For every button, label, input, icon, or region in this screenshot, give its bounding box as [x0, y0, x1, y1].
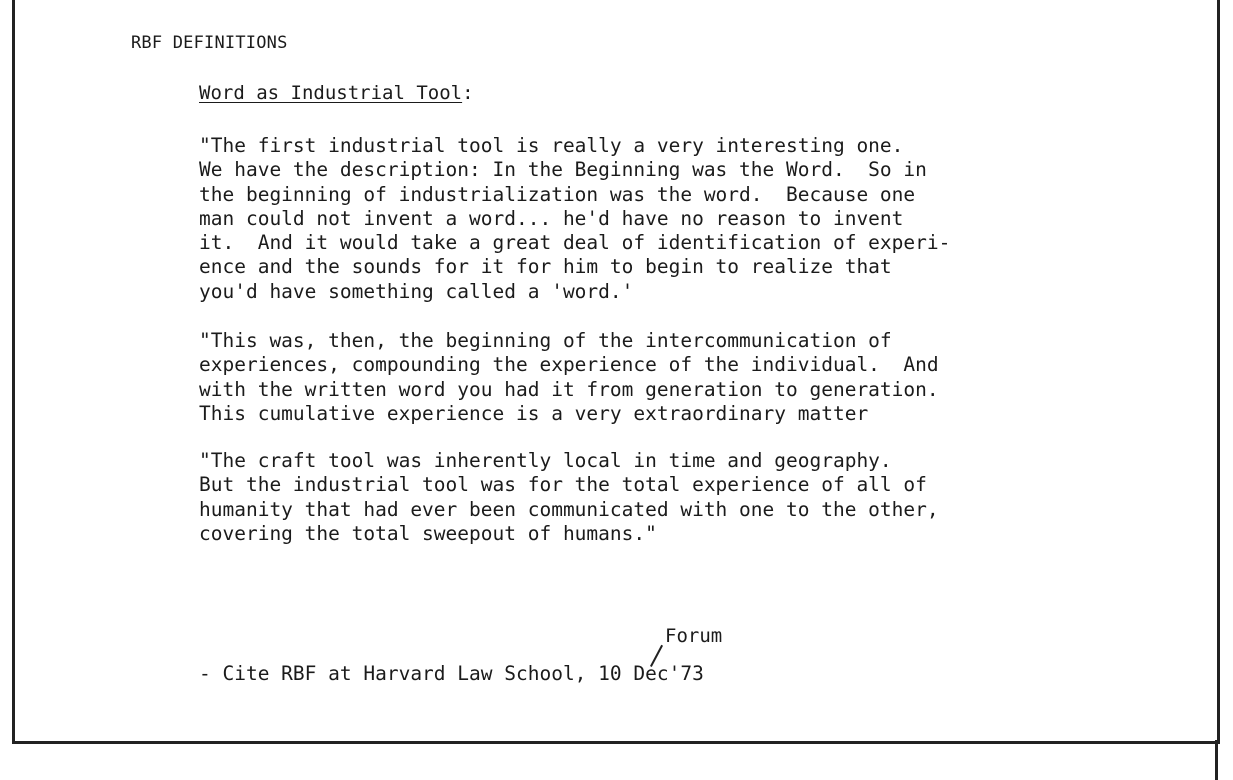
quote-paragraph-1: "The first industrial tool is really a very interesting one. We have the description: In the Beginning was the Word. So in the beginning of industrialization was the word. Because one man could not invent a word... he'd have no reason to invent it. And it would take a great deal of identification of experi- ence and the sounds for it for him to begin to realize that you'd have something called a 'word.' [199, 134, 951, 303]
card-edge-divider [1215, 740, 1218, 780]
citation-line: - Cite RBF at Harvard Law School, 10 Dec'73 [199, 662, 704, 685]
heading-title: Word as Industrial Tool [199, 82, 463, 104]
document-header: RBF DEFINITIONS [131, 33, 288, 53]
citation-insert-forum: Forum [665, 625, 723, 647]
quote-paragraph-2: "This was, then, the beginning of the intercommunication of experiences, compounding the experience of the individual. And with the written word you had it from generation to generation. This cumulative experience is a very extraordinary matter [199, 329, 939, 425]
section-heading [199, 82, 474, 104]
heading-colon: : [462, 82, 474, 104]
quote-paragraph-3: "The craft tool was inherently local in time and geography. But the industrial tool was for the total experience of all of humanity that had ever been communicated with one to the other, covering the total sweepout of humans." [199, 449, 939, 545]
